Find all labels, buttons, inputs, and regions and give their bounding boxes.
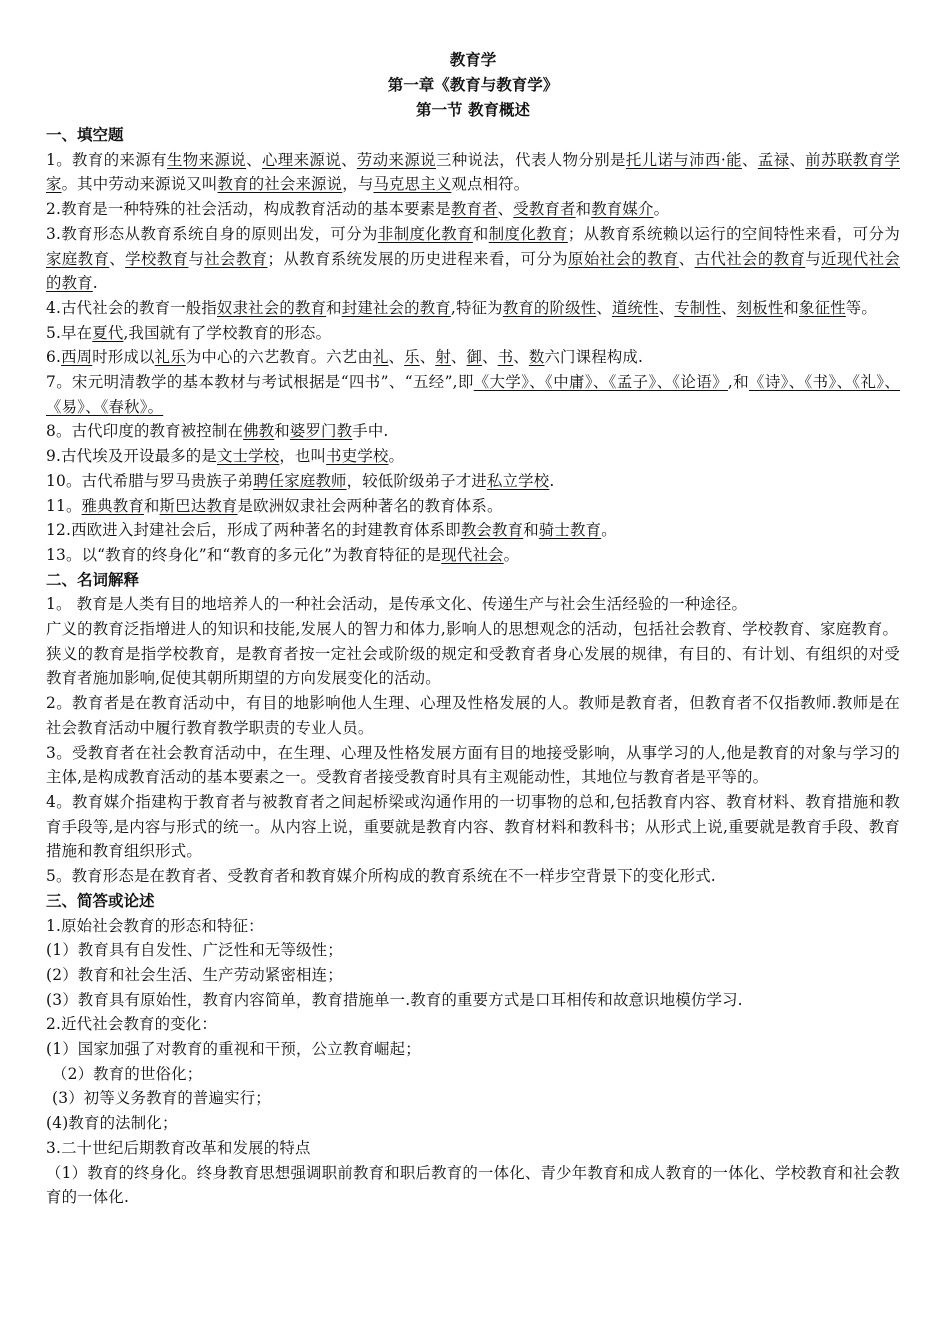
body-text: 等。 [845,298,877,317]
body-text: 2.教育是一种特殊的社会活动，构成教育活动的基本要素是 [46,200,451,219]
answer-text: 夏代 [92,323,124,342]
body-text: ,和 [727,373,750,392]
body-text: (3）初等义务教育的普遍实行； [52,1089,271,1108]
body-text: 。 [388,447,405,466]
answer-text: 象征性 [799,298,846,317]
body-text: 和 [472,224,489,243]
body-text: ，也叫 [279,447,327,466]
answer-text: 心理来源说 [261,150,342,169]
answer-text: 学校教育 [125,249,189,268]
body-text: 、 [721,298,737,317]
body-text: 、 [789,150,806,169]
body-text: 9.古代埃及开设最多的是 [46,447,217,466]
paragraph [46,914,900,939]
body-text: (2）教育和社会生活、生产劳动紧密相连； [46,965,343,984]
paragraph [46,790,900,864]
answer-text: 礼 [372,348,389,367]
body-text: （1）教育的终身化。终身教育思想强调职前教育和职后教育的一体化、青少年教育和成人教育的一体化、学校教育和社会教育的一体化. [46,1163,900,1207]
answer-text: 书 [497,348,514,367]
body-text: 、 [678,249,695,268]
answer-text: 奴隶社会的教育 [217,298,327,317]
answer-text: 生物来源说 [166,150,247,169]
answer-text: 现代社会 [441,545,504,564]
paragraph [46,1062,900,1087]
body-text: 、 [419,348,436,367]
answer-text: 教育的社会来源说 [217,175,343,194]
answer-text: 西周 [61,348,93,367]
paragraph [46,469,900,494]
body-text: 、 [658,298,675,317]
answer-text: 孟禄 [757,150,790,169]
paragraph [46,617,900,642]
body-text: 3。受教育者在社会教育活动中，在生理、心理及性格发展方面有目的地接受影响，从事学习的人,他是教育的对象与学习的主体,是构成教育活动的基本要素之一。受教育者接受教育时具有主观能动性，其地位与教育者是平等的。 [46,743,900,787]
paragraph [46,592,900,617]
body-text: 六门课程构成. [544,348,644,367]
answer-text: 教育者 [450,200,498,219]
answer-text: 婆罗门教 [289,422,353,441]
paragraph [46,1012,900,1037]
answer-text: 雅典教育 [81,496,144,515]
paragraph [46,938,900,963]
chapter-title: 第一章《教育与教育学》 [387,76,559,94]
body-text: 1。教育的来源有 [46,150,167,169]
answer-text: 斯巴达教育 [159,496,238,515]
answer-text: 御 [466,348,483,367]
answer-text: 近现代社会的教育 [46,249,901,293]
body-text: 和 [575,200,592,219]
body-text: 1.原始社会教育的形态和特征： [46,916,264,935]
paragraph [46,691,900,740]
body-text: 与 [805,249,822,268]
paragraph [46,444,900,469]
answer-text: 非制度化教育 [377,224,473,243]
body-text: 、 [388,348,405,367]
paragraph [46,543,900,568]
paragraph [46,1136,900,1161]
paragraph [46,1161,900,1210]
body-text: 、 [109,249,126,268]
answer-text: 家庭教育 [46,249,110,268]
body-text: 广义的教育泛指增进人的知识和技能,发展人的智力和体力,影响人的思想观念的活动，包括社会教育、学校教育、家庭教育。 [46,620,899,639]
body-text: 和 [523,521,539,540]
body-text: ，较低阶级弟子才进 [346,471,487,490]
body-text: 1。 教育是人类有目的地培养人的一种社会活动，是传承文化、传递生产与社会生活经验的一种途径。 [46,595,748,614]
paragraph [46,518,900,543]
answer-text: 原始社会的教育 [568,249,679,268]
answer-text: 封建社会的教育 [341,298,451,317]
body-text: . [92,274,98,293]
body-text: 4。教育媒介指建构于教育者与被教育者之间起桥梁或沟通作用的一切事物的总和,包括教育内容、教育材料、教育措施和教育手段等,是内容与形式的统一。从内容上说，重要就是教育内容、教育材料和教科书；从形式上说,重要就是教育手段、教育措施和教育组织形式。 [46,792,900,861]
body-text: 、 [741,150,758,169]
body-text: 11。 [46,496,82,515]
body-text: 12.西欧进入封建社会后，形成了两种著名的封建教育体系即 [46,521,461,540]
body-text: 和 [143,496,160,515]
paragraph [46,494,900,519]
answer-text: 劳动来源说 [356,150,437,169]
answer-text: 古代社会的教育 [694,249,806,268]
body-text: 6. [46,348,62,367]
body-text: ，与 [342,175,374,194]
body-text: 、 [341,150,357,169]
paragraph [46,741,900,790]
body-text: 3.教育形态从教育系统自身的原则出发，可分为 [46,224,378,243]
body-text: 、 [497,200,514,219]
answer-text: 射 [435,348,451,367]
body-text: 三种说法，代表人物分别是 [436,150,626,169]
paragraph [46,1086,900,1111]
answer-text: 教会教育 [460,521,524,540]
answer-text: 前苏联教育学家 [46,150,900,194]
body-text: (1）国家加强了对教育的重视和干预，公立教育崛起； [46,1040,421,1059]
body-text: (3）教育具有原始性，教育内容简单，教育措施单一.教育的重要方式是口耳相传和故意识地模仿学习. [46,990,743,1009]
section-heading: 二、名词解释 [46,570,140,589]
body-text: 8。古代印度的教育被控制在 [46,422,244,441]
answer-text: 乐 [404,348,420,367]
paragraph [46,148,900,197]
answer-text: 礼乐 [154,348,186,367]
body-text: 时形成以 [92,348,155,367]
paragraph [46,222,900,296]
body-text: 、 [482,348,498,367]
body-text: . [549,471,555,490]
answer-text: 私立学校 [486,471,550,490]
body-text: 7。宋元明清教学的基本教材与考试根据是“四书”、“五经”,即 [46,373,474,392]
answer-text: 教育媒介 [591,200,654,219]
body-text: 。其中劳动来源说又叫 [61,175,218,194]
answer-text: 受教育者 [513,200,576,219]
body-text: 是欧洲奴隶社会两种著名的教育体系。 [237,496,503,515]
body-text: (4)教育的法制化； [46,1114,178,1133]
body-text: 、 [513,348,529,367]
paragraph [46,642,900,691]
body-text: 。 [503,545,520,564]
body-text: (1）教育具有自发性、广泛性和无等级性； [46,941,343,960]
answer-text: 制度化教育 [488,224,568,243]
body-text: （2）教育的世俗化； [52,1064,203,1083]
paragraph [46,1037,900,1062]
answer-text: 教育的阶级性 [502,298,597,317]
answer-text: 聘任家庭教师 [253,471,347,490]
body-text: 。 [601,521,617,540]
document-body [46,123,900,1210]
answer-text: 数 [528,348,545,367]
section-title: 第一节 教育概述 [416,101,530,119]
body-text: ,我国就有了学校教育的形态。 [123,323,332,342]
document-title: 教育学 [449,51,497,69]
body-text: 13。以“教育的终身化”和“教育的多元化”为教育特征的是 [46,545,442,564]
answer-text: 马克思主义 [373,175,452,194]
answer-text: 文士学校 [217,447,280,466]
body-text: 观点相符。 [451,175,530,194]
section-heading: 三、简答或论述 [46,891,155,910]
body-text: 2.近代社会教育的变化： [46,1015,217,1034]
body-text: 和 [274,422,290,441]
answer-text: 刻板性 [736,298,784,317]
body-text: 和 [326,298,342,317]
answer-text: 《大学》、《中庸》、《孟子》、《论语》 [473,373,728,392]
body-text: 和 [783,298,800,317]
answer-text: 道统性 [611,298,659,317]
body-text: 2。教育者是在教育活动中，有目的地影响他人生理、心理及性格发展的人。教师是教育者，但教育者不仅指教师.教师是在社会教育活动中履行教育教学职责的专业人员。 [46,694,900,737]
paragraph [46,864,900,889]
body-text: 、 [246,150,262,169]
body-text: 4.古代社会的教育一般指 [46,298,217,317]
body-text: 10。古代希腊与罗马贵族子弟 [46,471,254,490]
section-heading: 一、填空题 [46,126,124,144]
paragraph [46,1111,900,1136]
body-text: 为中心的六艺教育。六艺由 [185,348,373,367]
paragraph [46,963,900,988]
body-text: 3.二十世纪后期教育改革和发展的特点 [46,1138,311,1157]
body-text: 狭义的教育是指学校教育，是教育者按一定社会或阶级的规定和受教育者身心发展的规律，有目的、有计划、有组织的对受教育者施加影响,促使其朝所期望的方向发展变化的活动。 [46,644,900,688]
body-text: ；从教育系统发展的历史进程来看，可分为 [267,249,569,268]
paragraph [46,296,900,321]
body-text: 手中. [352,422,389,441]
body-text: ；从教育系统赖以运行的空间特性来看，可分为 [567,224,900,243]
paragraph [46,419,900,444]
answer-text: 专制性 [674,298,722,317]
answer-text: 骑士教育 [538,521,602,540]
body-text: 5。教育形态是在教育者、受教育者和教育媒介所构成的教育系统在不一样步空背景下的变化形式. [46,867,716,886]
body-text: 。 [653,200,670,219]
paragraph [46,321,900,346]
body-text: 、 [596,298,612,317]
body-text: 、 [450,348,467,367]
paragraph [46,345,900,370]
paragraph [46,988,900,1013]
paragraph [46,370,900,419]
answer-text: 社会教育 [204,249,268,268]
body-text: ,特征为 [450,298,503,317]
answer-text: 书吏学校 [326,447,389,466]
paragraph [46,197,900,222]
body-text: 5.早在 [46,323,93,342]
answer-text: 托儿诺与沛西·能 [625,150,742,169]
answer-text: 佛教 [243,422,275,441]
body-text: 与 [188,249,205,268]
answer-text: 《诗》、《书》、《礼》、《易》、《春秋》。 [46,373,900,416]
